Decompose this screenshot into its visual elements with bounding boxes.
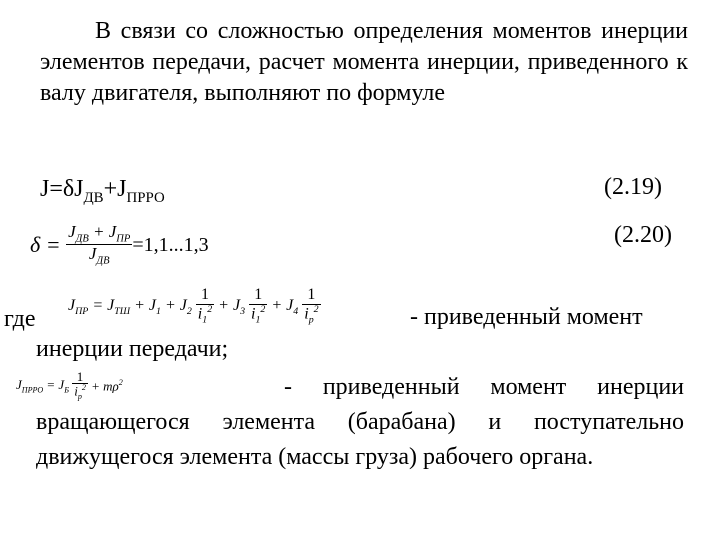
equation-number-2-19: (2.19): [604, 174, 662, 200]
word-where: где: [4, 306, 36, 332]
intro-paragraph: [40, 16, 688, 109]
formula-jprro-description-3: движущегося элемента (массы груза) рабочего органа.: [36, 444, 594, 470]
intro-text-rest: инерции элементов передачи, расчет момента инерции, приведенного к валу двигателя, выполняют по формуле: [40, 18, 689, 106]
formula-2-20-fraction: $\frac{J_{ДВ} + J_{ПР}}{J_{ДВ}}$: [68, 221, 131, 267]
formula-2-20: δ = $\frac{J_{ДВ} + J_{ПР}}{J_{ДВ}}$ =1,1...1,3: [30, 221, 209, 267]
formula-jprro-description-2: вращающегося элемента (барабана) и поступательно: [36, 409, 684, 435]
formula-jpr-description-1: - приведенный момент: [410, 304, 643, 330]
formula-jprro: $J_{ПРРО} = J_Б$ $\frac{1}{i_p^2}$ + $m\rho^2$: [16, 368, 123, 402]
equation-number-2-20: (2.20): [614, 222, 672, 248]
intro-text-first: В связи со сложностью определения моментов: [95, 18, 592, 44]
formula-jpr: $J_{ПР} = J_{ТШ} + J_1 + J_2$ $\frac{1}{i_1^2}$ + $J_3$ $\frac{1}{i_1^2}$ + $J_4$ $\frac{1}{i_p^2}$: [68, 286, 319, 326]
formula-jpr-description-2: инерции передачи;: [36, 336, 229, 362]
formula-2-19: $J=\delta J_{ДВ}+J_{ПРРО}$: [40, 176, 165, 206]
formula-jprro-description-1: - приведенный момент инерции: [284, 374, 684, 400]
